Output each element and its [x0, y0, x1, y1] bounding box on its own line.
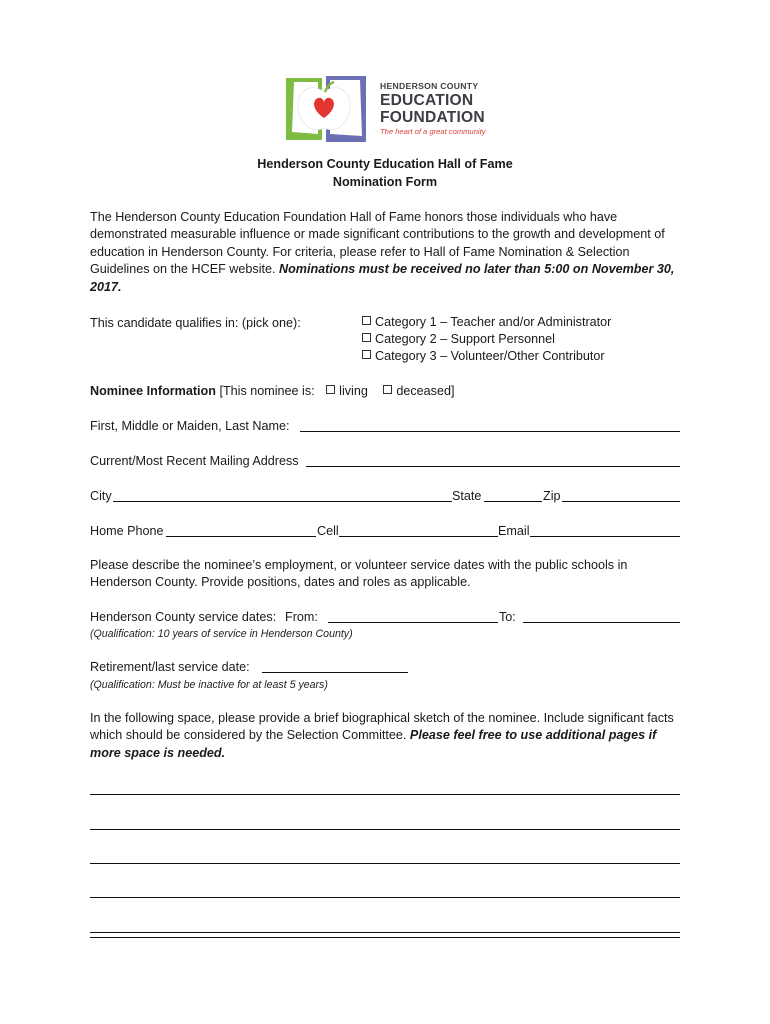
bio-emphasis: Please feel free to use additional pages if more space is needed.	[90, 728, 657, 760]
hcef-logo	[282, 72, 502, 144]
service-to-field[interactable]	[523, 622, 680, 623]
form-subtitle: Nomination Form	[332, 175, 438, 189]
city-field[interactable]	[113, 501, 452, 502]
bio-line-5[interactable]	[90, 932, 680, 933]
checkbox[interactable]	[362, 316, 371, 325]
address-field[interactable]	[306, 466, 680, 467]
form-title: Henderson County Education Hall of Fame	[257, 157, 513, 171]
logo-line-2: EDUCATION	[380, 92, 474, 109]
home-phone-field[interactable]	[166, 536, 316, 537]
nominee-status-prompt: [This nominee is:	[219, 384, 315, 398]
intro-paragraph	[90, 209, 680, 296]
cell-field[interactable]	[339, 536, 498, 537]
category-3-label: Category 3 – Volunteer/Other Contributor	[375, 349, 605, 363]
deceased-label: deceased]	[396, 384, 455, 398]
category-1-label: Category 1 – Teacher and/or Administrator	[375, 315, 612, 329]
bio-instructions	[90, 710, 680, 762]
logo-tagline: The heart of a great community	[380, 127, 486, 136]
bio-line-1[interactable]	[90, 794, 680, 795]
bio-text: In the following space, please provide a brief biographical sketch of the nominee. Include significant facts which should be considered by the Selection Committee.	[90, 711, 674, 743]
checkbox[interactable]	[326, 385, 335, 394]
zip-label: Zip	[543, 489, 561, 503]
email-label: Email	[498, 524, 530, 538]
state-field[interactable]	[484, 501, 542, 502]
intro-text: The Henderson County Education Foundation Hall of Fame honors those individuals who have demonstrated measurable influence or made significant contributions to the growth and development of education in Henderson County. For criteria, please refer to Hall of Fame Nomination & Selection Guidelines on the HCEF website.	[90, 210, 665, 277]
deceased-option[interactable]	[383, 384, 454, 398]
logo-wordmark	[380, 81, 486, 137]
state-label: State	[452, 489, 482, 503]
category-option-2[interactable]	[362, 331, 555, 348]
bio-line-2[interactable]	[90, 829, 680, 830]
name-field[interactable]	[300, 431, 680, 432]
service-to-label: To:	[499, 610, 516, 624]
nominee-info-label: Nominee Information	[90, 384, 216, 398]
cell-label: Cell	[317, 524, 339, 538]
living-label: living	[339, 384, 368, 398]
email-field[interactable]	[530, 536, 680, 537]
nominee-info-row	[90, 383, 454, 399]
category-option-1[interactable]	[362, 314, 611, 331]
bio-line-3[interactable]	[90, 863, 680, 864]
category-option-3[interactable]	[362, 348, 605, 365]
service-from-field[interactable]	[328, 622, 498, 623]
apple-heart-book-icon	[282, 72, 374, 144]
living-option[interactable]	[326, 384, 368, 398]
zip-field[interactable]	[562, 501, 680, 502]
logo-line-3: FOUNDATION	[380, 109, 485, 126]
checkbox[interactable]	[362, 350, 371, 359]
service-description: Please describe the nominee’s employment, or volunteer service dates with the public schools in Henderson County. Provide positions, dates and roles as applicable.	[90, 558, 628, 590]
retirement-label: Retirement/last service date:	[90, 660, 250, 674]
city-label: City	[90, 489, 112, 503]
qualifies-label: This candidate qualifies in: (pick one):	[90, 316, 301, 330]
checkbox[interactable]	[362, 333, 371, 342]
name-label: First, Middle or Maiden, Last Name:	[90, 419, 290, 433]
bio-line-6[interactable]	[90, 937, 680, 938]
category-2-label: Category 2 – Support Personnel	[375, 332, 555, 346]
service-qualification-note: (Qualification: 10 years of service in Henderson County)	[90, 628, 353, 640]
home-phone-label: Home Phone	[90, 524, 164, 538]
service-from-label: From:	[285, 610, 318, 624]
bio-line-4[interactable]	[90, 897, 680, 898]
logo-line-1: HENDERSON COUNTY	[380, 81, 479, 91]
deadline-notice: Nominations must be received no later than 5:00 on November 30, 2017.	[90, 262, 675, 294]
address-label: Current/Most Recent Mailing Address	[90, 454, 299, 468]
checkbox[interactable]	[383, 385, 392, 394]
retirement-date-field[interactable]	[262, 672, 408, 673]
service-dates-label: Henderson County service dates:	[90, 610, 277, 624]
retirement-qualification-note: (Qualification: Must be inactive for at least 5 years)	[90, 679, 328, 691]
